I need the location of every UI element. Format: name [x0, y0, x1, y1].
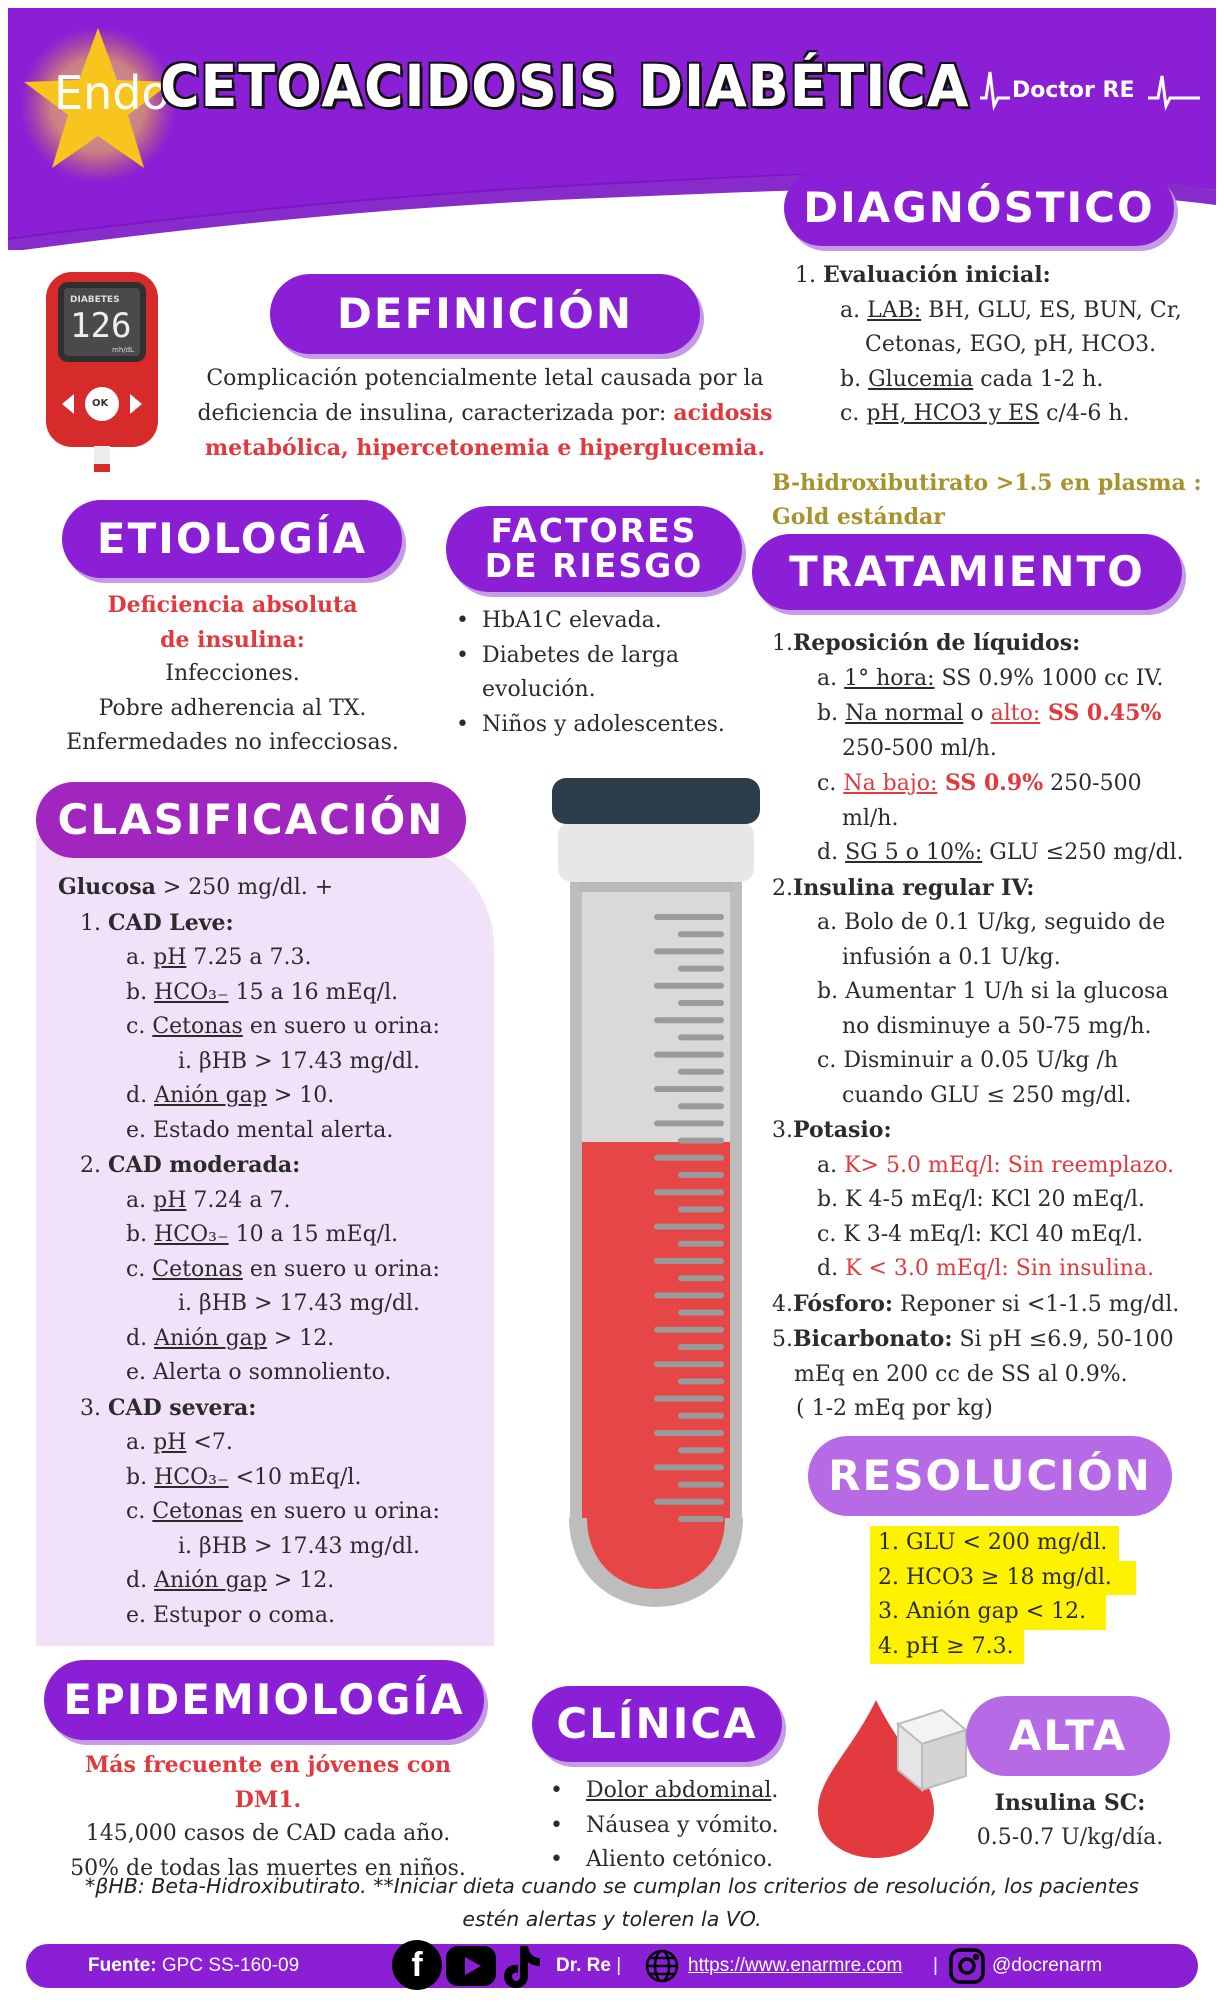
trat-s2b2: no disminuye a 50-75 mg/h.	[842, 1013, 1152, 1039]
footnote-line-1: *βHB: Beta-Hidroxibutirato. **Iniciar dieta cuando se cumplan los criterios de resolución, los pacientes	[85, 1874, 1139, 1898]
trat-s3d: K < 3.0 mEq/l: Sin insulina.	[845, 1256, 1155, 1281]
tube-tick	[678, 1103, 724, 1109]
definicion-body: Complicación potencialmente letal causada por la deficiencia de insulina, caracterizada por:	[197, 366, 764, 426]
resolucion-item-2: 2. HCO3 ≥ 18 mg/dl.	[870, 1561, 1136, 1596]
trat-s3b: K 4-5 mEq/l: KCl 20 mEq/l.	[845, 1187, 1145, 1212]
clas-cetonas-t: en suero u orina:	[242, 1499, 440, 1524]
youtube-icon[interactable]	[446, 1946, 496, 1986]
tratamiento-heading: TRATAMIENTO	[752, 534, 1182, 610]
trat-s4: Fósforo:	[793, 1290, 893, 1317]
factor-2: Diabetes de larga	[482, 642, 680, 668]
diag-a-u: LAB:	[867, 297, 922, 323]
tube-tick	[654, 1052, 724, 1058]
tube-tick	[654, 1464, 724, 1470]
clas-hco3: HCO₃₋	[154, 1464, 229, 1490]
clas-mod: CAD moderada:	[107, 1152, 301, 1178]
clas-ph: pH	[153, 1430, 187, 1455]
footnote	[20, 1870, 1204, 1936]
clas-ph: pH	[153, 1187, 187, 1213]
resolucion-item-3: 3. Anión gap < 12.	[870, 1595, 1106, 1630]
trat-s5: Bicarbonato:	[793, 1326, 953, 1352]
factor-item: • HbA1C elevada.	[456, 608, 662, 633]
definicion-highlight: acidosis metabólica, hipercetonemia e hiperglucemia.	[204, 400, 773, 461]
clas-mod-d: > 12.	[266, 1325, 335, 1351]
clas-bhb: βHB > 17.43 mg/dl.	[199, 1291, 420, 1316]
diag-num-1: 1.	[795, 263, 816, 288]
trat-s1b-u1: Na normal	[845, 701, 964, 726]
clas-leve-a: 7.25 a 7.3.	[186, 945, 312, 970]
epidemiologia-heading: EPIDEMIOLOGÍA	[44, 1660, 484, 1740]
factor-item: • Diabetes de larga	[456, 642, 680, 668]
page-title: CETOACIDOSIS DIABÉTICA	[160, 52, 970, 120]
diagnostico-heading: DIAGNÓSTICO	[784, 170, 1174, 246]
clas-sev-e: Estupor o coma.	[153, 1602, 335, 1628]
footer-bar	[26, 1944, 1198, 1988]
tube-tick	[678, 1378, 724, 1384]
trat-s2b: Aumentar 1 U/h si la glucosa	[845, 979, 1169, 1004]
blood-drop-icon	[812, 1690, 972, 1862]
trat-s1b-u2: alto:	[990, 701, 1041, 726]
tube-tick	[654, 1189, 724, 1195]
tube-tick	[654, 1224, 724, 1230]
clas-cetonas-t: en suero u orina:	[242, 1256, 440, 1282]
clas-hco3: HCO₃₋	[154, 979, 229, 1005]
tube-tick	[654, 1120, 724, 1126]
etiologia-line-2: Pobre adherencia al TX.	[98, 695, 367, 721]
clinica-item-2: Náusea y vómito.	[586, 1812, 779, 1838]
footer-name	[556, 1955, 621, 1977]
tube-tick	[678, 1275, 724, 1281]
clas-leve: CAD Leve:	[107, 909, 234, 936]
tube-tick	[654, 1499, 724, 1505]
alta-line-1: Insulina SC:	[994, 1790, 1146, 1816]
tube-tick	[678, 1241, 724, 1247]
diagnostico-list	[795, 258, 1215, 432]
etiologia-line-3: Enfermedades no infecciosas.	[66, 730, 399, 755]
diag-item-1: Evaluación inicial:	[823, 262, 1051, 288]
globe-icon	[644, 1948, 680, 1984]
trat-s1b2: 250-500 ml/h.	[842, 735, 997, 761]
diagnostico-gold	[772, 466, 1202, 534]
clas-mod-b: 10 a 15 mEq/l.	[228, 1222, 399, 1247]
diag-c-text: c/4-6 h.	[1039, 401, 1130, 426]
tube-tick	[654, 914, 724, 920]
epidemiologia-text	[48, 1748, 488, 1886]
tube-tick	[654, 1155, 724, 1161]
tube-tick	[654, 1396, 724, 1402]
meter-ok: OK	[92, 398, 109, 409]
clas-intro: Glucosa	[58, 874, 156, 900]
clas-anion: Anión gap	[154, 1568, 267, 1593]
resolucion-heading: RESOLUCIÓN	[808, 1436, 1172, 1516]
tube-tick	[654, 1258, 724, 1264]
diag-a-text2: Cetonas, EGO, pH, HCO3.	[865, 332, 1157, 357]
clas-sev-d: > 12.	[266, 1568, 335, 1593]
clinica-item-1: Dolor abdominal	[586, 1778, 772, 1803]
trat-s3c: K 3-4 mEq/l: KCl 40 mEq/l.	[843, 1221, 1144, 1247]
trat-s1: Reposición de líquidos:	[793, 630, 1081, 656]
trat-s5t: Si pH ≤6.9, 50-100	[952, 1327, 1174, 1352]
tube-tick	[678, 1034, 724, 1040]
tube-tick	[654, 948, 724, 954]
clas-bhb: βHB > 17.43 mg/dl.	[199, 1048, 420, 1074]
tube-tick	[654, 1327, 724, 1333]
tube-tick	[678, 1310, 724, 1316]
epid-red: Más frecuente en jóvenes con DM1.	[84, 1752, 452, 1813]
trat-s1b-o: o	[963, 701, 991, 726]
clas-mod-a: 7.24 a 7.	[186, 1187, 291, 1213]
tube-tick	[678, 1482, 724, 1488]
brand-name: Doctor RE	[1012, 78, 1135, 103]
clas-sev: CAD severa:	[107, 1394, 257, 1421]
website-link[interactable]: https://www.enarmre.com	[688, 1955, 903, 1976]
glucometer-icon	[42, 268, 162, 478]
trat-s3a: K> 5.0 mEq/l: Sin reemplazo.	[844, 1152, 1175, 1178]
clas-ph: pH	[153, 945, 187, 970]
diag-b-text: cada 1-2 h.	[973, 366, 1104, 392]
diag-b-u: Glucemia	[868, 366, 974, 392]
etiologia-line-1: Infecciones.	[165, 661, 300, 686]
tube-tick	[654, 1086, 724, 1092]
clas-leve-e: Estado mental alerta.	[153, 1117, 394, 1143]
trat-s1c-u: Na bajo:	[843, 771, 938, 796]
tube-tick	[654, 1017, 724, 1023]
test-tube-icon	[548, 778, 764, 1610]
clas-mod-e: Alerta o somnoliento.	[153, 1360, 392, 1385]
clas-anion: Anión gap	[154, 1083, 267, 1108]
diag-c-label: c.	[840, 401, 860, 426]
trat-s1c-red: SS 0.9%	[937, 770, 1044, 796]
footnote-line-2: estén alertas y toleren la VO.	[462, 1907, 762, 1931]
gold-line-2: Gold estándar	[772, 504, 945, 530]
factor-item	[456, 673, 756, 708]
meter-value: 126	[70, 306, 132, 346]
trat-s1d-u: SG 5 o 10%:	[845, 840, 983, 865]
footer-sep-2: |	[933, 1955, 938, 1976]
resolucion-list	[870, 1526, 1136, 1664]
tube-tick	[678, 1344, 724, 1350]
tube-tick	[678, 931, 724, 937]
factor-item: • Niños y adolescentes.	[456, 711, 725, 737]
factores-list	[456, 604, 756, 742]
facebook-icon[interactable]: f	[392, 1940, 442, 1990]
footer-name-text: Dr. Re	[556, 1955, 611, 1976]
trat-s1c2: ml/h.	[842, 805, 899, 831]
resolucion-item-4: 4. pH ≥ 7.3.	[870, 1630, 1024, 1665]
epid-line-1: 145,000 casos de CAD cada año.	[85, 1821, 451, 1846]
diag-a-label: a.	[840, 297, 861, 323]
tube-tick	[654, 1292, 724, 1298]
tiktok-icon[interactable]	[502, 1942, 542, 1990]
clas-anion: Anión gap	[154, 1325, 267, 1351]
etiologia-red: Deficiencia absoluta de insulina:	[107, 592, 358, 653]
etiologia-text	[50, 588, 415, 761]
clasificacion-list: Glucosa > 250 mg/dl. + 1. CAD Leve: a. pH 7.25 a 7.3. b. HCO₃₋ 15 a 16 mEq/l. c. Cetonas en suero u orina: i. βHB > 17.43 mg/dl. d. Anión gap > 10. e. Estado mental alerta. 2. CAD moderada: a. pH 7.24 a 7. b. HCO₃₋ 10 a 15 mEq/l. c. Cetonas en suero u orina: i. βHB > 17.43 mg/dl. d. Anión gap > 12. e. Alerta o somnoliento. 3. CAD severa: a. pH <7. b. HCO₃₋ <10 mEq/l. c. Cetonas en suero u orina: i. βHB > 17.43 mg/dl. d. Anión gap > 12. e. Estupor o coma.	[58, 874, 440, 1628]
factores-heading	[446, 506, 742, 592]
header-badge: Endo	[54, 66, 170, 120]
clas-sev-b: <10 mEq/l.	[228, 1464, 362, 1490]
tube-tick	[678, 1000, 724, 1006]
trat-s3: Potasio:	[793, 1117, 892, 1143]
definicion-text	[190, 361, 780, 466]
clas-cetonas: Cetonas	[152, 1499, 243, 1524]
clinica-item-1-end: .	[771, 1778, 779, 1803]
instagram-handle[interactable]: @docrenarm	[992, 1955, 1103, 1976]
instagram-icon[interactable]	[948, 1947, 986, 1985]
brand-logo	[980, 62, 1200, 112]
tube-tick	[678, 1172, 724, 1178]
clinica-heading: CLÍNICA	[532, 1686, 782, 1762]
diag-a-text: BH, GLU, ES, BUN, Cr,	[921, 297, 1182, 323]
factor-3: Niños y adolescentes.	[482, 711, 725, 737]
tube-tick	[654, 983, 724, 989]
trat-s2: Insulina regular IV:	[793, 874, 1035, 901]
trat-s1b-red: SS 0.45%	[1040, 700, 1162, 726]
definicion-heading: DEFINICIÓN	[270, 274, 700, 354]
tube-tick	[678, 1206, 724, 1212]
clinica-item-3: Aliento cetónico.	[586, 1847, 774, 1872]
alta-line-2: 0.5-0.7 U/kg/día.	[976, 1824, 1164, 1850]
clinica-list: • Dolor abdominal. • Náusea y vómito. • Aliento cetónico.	[550, 1778, 779, 1872]
trat-s1a-u: 1° hora:	[844, 665, 935, 691]
clas-cetonas-t: en suero u orina:	[242, 1014, 440, 1039]
meter-unit: mh/dL	[112, 346, 134, 354]
clas-intro2: > 250 mg/dl. +	[155, 875, 334, 900]
clas-bhb: βHB > 17.43 mg/dl.	[199, 1533, 420, 1559]
clas-sev-a: <7.	[186, 1430, 233, 1455]
factor-2b: evolución.	[482, 677, 596, 702]
trat-s1d: GLU ≤250 mg/dl.	[982, 840, 1184, 865]
gold-line-1: B-hidroxibutirato >1.5 en plasma :	[772, 470, 1202, 496]
footer-sep: |	[616, 1955, 622, 1976]
epid-line-2: 50% de todas las muertes en niños.	[70, 1855, 466, 1881]
tube-tick	[678, 1516, 724, 1522]
footer-source-value: GPC SS-160-09	[156, 1955, 300, 1976]
diag-c-u: pH, HCO3 y ES	[866, 401, 1040, 426]
trat-s2a: Bolo de 0.1 U/kg, seguido de	[844, 910, 1166, 935]
factores-title-2: DE RIESGO	[484, 546, 704, 585]
trat-s2a2: infusión a 0.1 U/kg.	[842, 944, 1061, 970]
tube-tick	[678, 966, 724, 972]
clas-leve-d: > 10.	[266, 1083, 335, 1108]
trat-s2c2: cuando GLU ≤ 250 mg/dl.	[842, 1082, 1132, 1108]
clasificacion-heading: CLASIFICACIÓN	[36, 782, 466, 858]
trat-s2c: Disminuir a 0.05 U/kg /h	[843, 1048, 1119, 1073]
footer-source	[88, 1955, 299, 1977]
trat-s5t3: ( 1-2 mEq por kg)	[796, 1396, 993, 1421]
tube-tick	[654, 1430, 724, 1436]
footer-source-label: Fuente:	[88, 1955, 157, 1976]
clas-leve-b: 15 a 16 mEq/l.	[228, 979, 399, 1005]
clas-cetonas: Cetonas	[152, 1014, 243, 1039]
tratamiento-list: 1.Reposición de líquidos: a. 1° hora: SS 0.9% 1000 cc IV. b. Na normal o alto: SS 0.45% 250-500 ml/h. c. Na bajo: SS 0.9% 250-500 ml/h. d. SG 5 o 10%: GLU ≤250 mg/dl. 2.Insulina regular IV: a. Bolo de 0.1 U/kg, seguido de infusión a 0.1 U/kg. b. Aumentar 1 U/h si la glucosa no disminuye a 50-75 mg/h. c. Disminuir a 0.05 U/kg /h cuando GLU ≤ 250 mg/dl. 3.Potasio: a. K> 5.0 mEq/l: Sin reemplazo. b. K 4-5 mEq/l: KCl 20 mEq/l. c. K 3-4 mEq/l: KCl 40 mEq/l. d. K < 3.0 mEq/l: Sin insulina. 4.Fósforo: Reponer si <1-1.5 mg/dl. 5.Bicarbonato: Si pH ≤6.9, 50-100 mEq en 200 cc de SS al 0.9%. ( 1-2 mEq por kg)	[772, 630, 1184, 1421]
trat-s1c: 250-500	[1043, 771, 1142, 796]
tube-tick	[654, 1361, 724, 1367]
meter-label: DIABETES	[70, 295, 120, 305]
tube-tick	[678, 1447, 724, 1453]
etiologia-heading: ETIOLOGÍA	[62, 500, 402, 578]
alta-text	[960, 1786, 1180, 1855]
clas-cetonas: Cetonas	[152, 1256, 243, 1282]
clas-hco3: HCO₃₋	[154, 1222, 229, 1247]
trat-s1a: SS 0.9% 1000 cc IV.	[934, 665, 1164, 691]
tube-tick	[678, 1138, 724, 1144]
resolucion-item-1: 1. GLU < 200 mg/dl.	[870, 1526, 1119, 1561]
trat-s4t: Reponer si <1-1.5 mg/dl.	[893, 1291, 1180, 1317]
factor-1: HbA1C elevada.	[482, 608, 662, 633]
alta-heading: ALTA	[966, 1696, 1170, 1776]
tube-tick	[678, 1413, 724, 1419]
trat-s5t2: mEq en 200 cc de SS al 0.9%.	[794, 1361, 1128, 1387]
diag-b-label: b.	[840, 366, 862, 392]
tube-tick	[678, 1069, 724, 1075]
factores-title-1: FACTORES	[490, 511, 698, 551]
